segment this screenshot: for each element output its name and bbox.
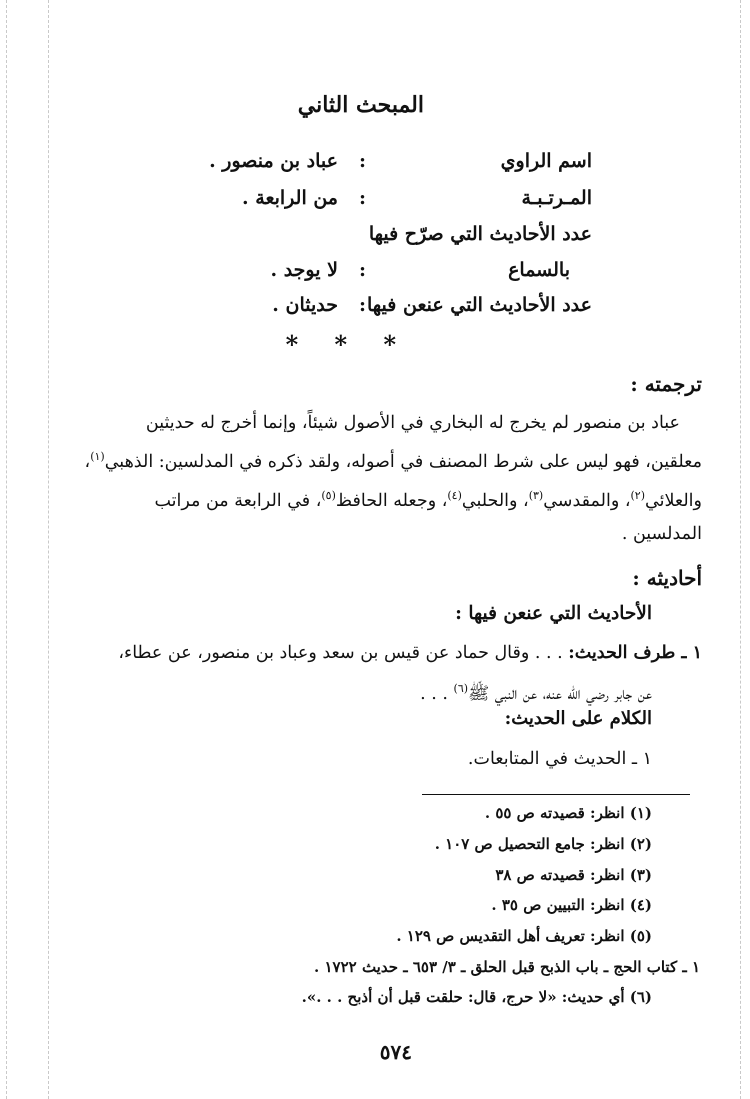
biography-text: ، xyxy=(84,451,91,472)
colon: : xyxy=(358,187,366,209)
biography-paragraph xyxy=(48,407,702,551)
biography-text: ، والحلبي xyxy=(461,490,529,511)
anan-hadiths-subtitle: الأحاديث التي عنعن فيها : xyxy=(455,603,652,624)
biography-title: ترجمته : xyxy=(630,372,702,396)
footnote-divider xyxy=(422,794,690,795)
biography-line-2 xyxy=(48,440,702,479)
biography-text: ، وجعله الحافظ xyxy=(335,490,448,511)
footnote-2: (٢) انظر: جامع التحصيل ص ١٠٧ . xyxy=(434,835,652,853)
page-number: ٥٧٤ xyxy=(379,1040,412,1064)
footnote-ref-4: (٤) xyxy=(447,488,462,502)
footnote-5: (٥) انظر: تعريف أهل التقديس ص ١٢٩ . xyxy=(396,927,652,945)
footnote-ref-3: (٣) xyxy=(528,488,544,502)
hadiths-title: أحاديثه : xyxy=(632,566,702,590)
separator-stars: * * * xyxy=(285,330,410,359)
colon: : xyxy=(358,259,366,281)
narrator-name-value: عباد بن منصور . xyxy=(209,150,338,172)
footnote-3: (٣) انظر: قصيدته ص ٣٨ xyxy=(495,866,652,884)
explicit-hearing-label-2: بالسماع xyxy=(508,259,570,281)
hadith-1-text-2: عن جابر رضي الله عنه، عن النبي ﷺ xyxy=(468,683,652,704)
rank-label: المـرتـبـة xyxy=(521,187,592,209)
explicit-hearing-label: عدد الأحاديث التي صرّح فيها xyxy=(368,223,592,245)
narrator-name-label: اسم الراوي xyxy=(500,150,592,172)
biography-text: ، في الرابعة من مراتب xyxy=(154,490,322,511)
footnote-6: (٦) أي حديث: «لا حرج، قال: حلقت قبل أن أذبح . . .». xyxy=(301,988,652,1006)
hadith-1 xyxy=(118,637,702,670)
colon: : xyxy=(358,150,366,172)
biography-text: معلقين، فهو ليس على شرط المصنف في أصوله، ولقد ذكره في المدلسين: الذهبي xyxy=(104,451,702,472)
hadith-1-line-2 xyxy=(420,672,652,711)
biography-text: ، والمقدسي xyxy=(543,490,631,511)
hadith-1-text: . . . وقال حماد عن قيس بن سعد وعباد بن منصور، عن عطاء، xyxy=(118,643,569,663)
footnote-ref-6: (٦) xyxy=(453,682,469,695)
footnote-ref-2: (٢) xyxy=(630,488,645,502)
anan-count-label: عدد الأحاديث التي عنعن فيها xyxy=(367,294,592,316)
anan-count-value: حديثان . xyxy=(272,294,338,316)
footnote-ref-5: (٥) xyxy=(321,488,336,502)
footnote-ref-1: (١) xyxy=(90,450,105,463)
discussion-title: الكلام على الحديث: xyxy=(504,708,652,729)
hadith-1-text-3: . . . xyxy=(420,683,454,704)
margin-line-left xyxy=(6,0,7,1099)
section-heading: المبحث الثاني xyxy=(297,92,424,118)
biography-line-4: المدلسين . xyxy=(621,523,702,544)
explicit-hearing-value: لا يوجد . xyxy=(270,259,338,281)
biography-line-1: عباد بن منصور لم يخرج له البخاري في الأصول شيئاً، وإنما أخرج له حديثين xyxy=(145,413,680,433)
biography-line-3 xyxy=(48,479,702,518)
hadith-1-prefix: ١ ـ طرف الحديث: xyxy=(568,643,702,663)
margin-line-right xyxy=(740,0,741,1099)
source-reference: ١ ـ كتاب الحج ـ باب الذبح قبل الحلق ـ ٣/ ٦٥٣ ـ حديث ١٧٢٢ . xyxy=(314,958,700,976)
footnote-1: (١) انظر: قصيدته ص ٥٥ . xyxy=(484,804,652,822)
discussion-item-1: ١ ـ الحديث في المتابعات. xyxy=(467,749,652,769)
rank-value: من الرابعة . xyxy=(242,187,338,209)
colon: : xyxy=(358,294,366,316)
footnote-4: (٤) انظر: التبيين ص ٣٥ . xyxy=(491,896,652,914)
biography-text: والعلائي xyxy=(645,490,702,511)
